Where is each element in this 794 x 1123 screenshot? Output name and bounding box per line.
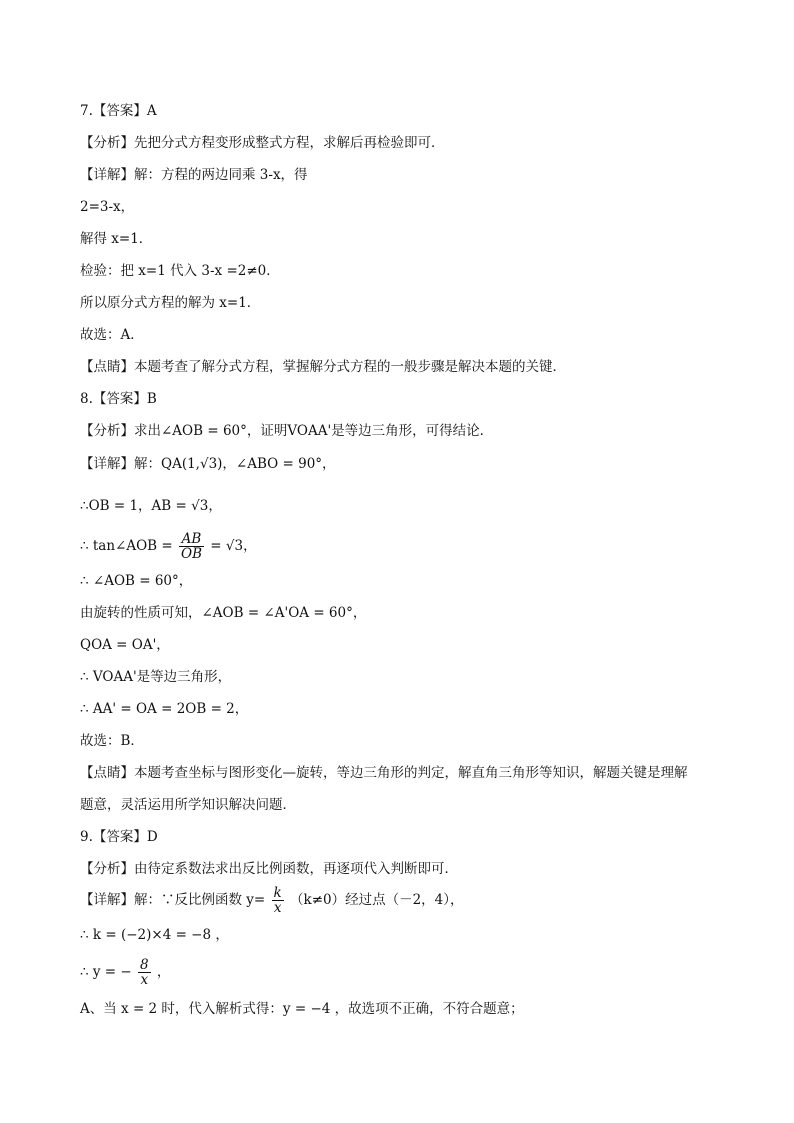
q9-detail-fraction: [272, 886, 284, 915]
q7-step1: 2=3-x，: [80, 199, 135, 215]
q9-detail-suffix: （k≠0）经过点（－2，4），: [290, 892, 464, 908]
q7-step2: 解得 x=1．: [80, 231, 153, 247]
q7-analysis: 【分析】先把分式方程变形成整式方程，求解后再检验即可．: [80, 135, 445, 151]
q9-step2-fraction: [138, 958, 151, 987]
q9-detail: [80, 886, 464, 915]
q8-answer: 8.【答案】B: [80, 391, 157, 407]
fraction-denominator: x: [140, 972, 149, 988]
q8-step1: ∴OB = 1，AB = √3，: [80, 498, 222, 514]
q9-step2: [80, 958, 170, 987]
q8-detail: 【详解】解：QA(1,√3)，∠ABO = 90°，: [80, 456, 336, 472]
q9-step2-prefix: ∴ y = −: [80, 964, 132, 980]
q8-analysis: 【分析】求出∠AOB = 60°，证明VOAA'是等边三角形，可得结论．: [80, 423, 494, 439]
q8-step6: ∴ VOAA'是等边三角形，: [80, 669, 232, 685]
q8-choice: 故选：B．: [80, 733, 144, 749]
q8-step2-suffix: = √3，: [210, 538, 257, 554]
q9-step1: ∴ k = (−2)×4 = −8 ，: [80, 927, 229, 943]
q9-step2-suffix: ，: [156, 964, 171, 980]
q8-step2-prefix: ∴ tan∠AOB =: [80, 538, 173, 554]
q8-comment-line1: 【点睛】本题考查坐标与图形变化—旋转，等边三角形的判定，解直角三角形等知识，解题关键是理解: [80, 765, 688, 781]
q7-choice: 故选：A．: [80, 327, 144, 343]
q9-analysis: 【分析】由待定系数法求出反比例函数，再逐项代入判断即可．: [80, 861, 458, 877]
fraction-numerator: k: [273, 885, 282, 901]
q8-step2: [80, 532, 257, 561]
q8-comment-line2: 题意，灵活运用所学知识解决问题．: [80, 797, 296, 813]
q8-step5: QOA = OA'，: [80, 637, 170, 653]
q7-detail: 【详解】解：方程的两边同乘 3-x，得: [80, 167, 308, 183]
q8-step7: ∴ AA' = OA = 2OB = 2，: [80, 701, 249, 717]
fraction-numerator: AB: [179, 532, 204, 547]
fraction-denominator: x: [273, 900, 282, 916]
q7-conclusion: 所以原分式方程的解为 x=1．: [80, 295, 261, 311]
q7-comment: 【点睛】本题考查了解分式方程，掌握解分式方程的一般步骤是解决本题的关键．: [80, 359, 566, 375]
q9-answer: 9.【答案】D: [80, 829, 158, 845]
fraction-numerator: 8: [140, 957, 149, 973]
q7-check: 检验：把 x=1 代入 3-x =2≠0．: [80, 263, 280, 279]
q8-step3: ∴ ∠AOB = 60°，: [80, 573, 193, 589]
q9-detail-prefix: 【详解】解：∵反比例函数 y=: [80, 892, 266, 908]
q7-answer: 7.【答案】A: [80, 103, 157, 119]
fraction-denominator: OB: [181, 546, 202, 562]
q8-step4: 由旋转的性质可知，∠AOB = ∠A'OA = 60°，: [80, 605, 367, 621]
q8-step2-fraction: [179, 532, 204, 561]
q9-option-a: A、当 x = 2 时，代入解析式得：y = −4 ，故选项不正确，不符合题意；: [80, 1001, 524, 1017]
